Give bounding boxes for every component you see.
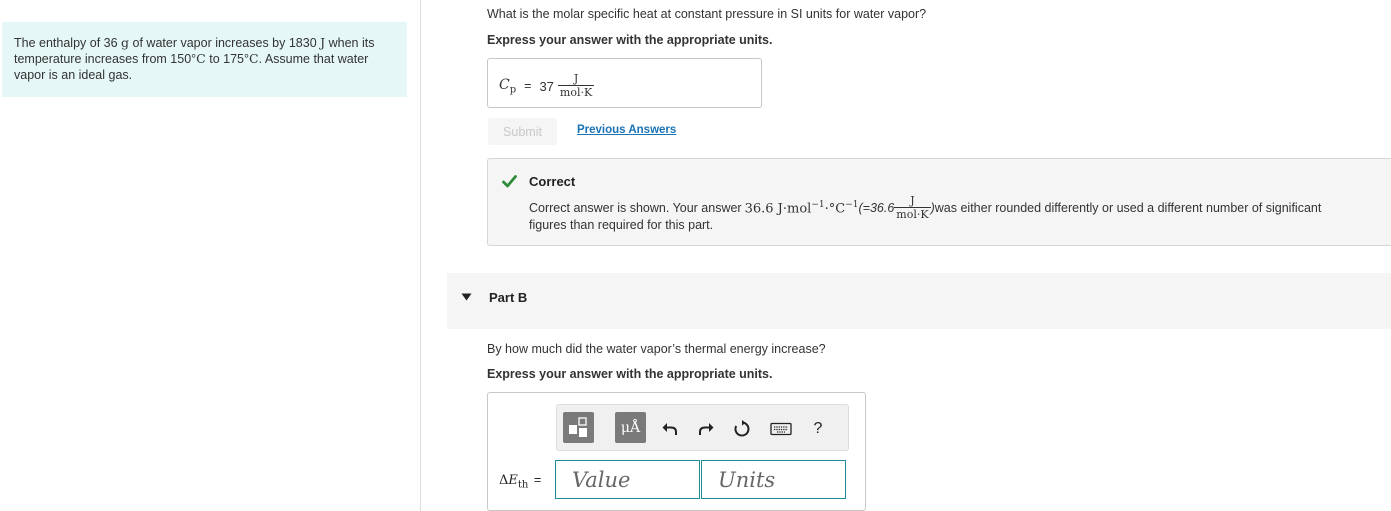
exponent: −1 [811,199,825,210]
part-b-title: Part B [489,290,528,305]
help-icon[interactable]: ? [813,420,823,437]
energy-subscript: th [517,479,529,491]
unit-denominator: mol·K [559,86,593,99]
energy-variable: E [508,473,518,488]
converted-answer-unit [894,195,930,221]
part-b-instruction: Express your answer with the appropriate units. [487,367,773,381]
redo-button[interactable] [695,418,717,440]
cp-subscript: p [509,84,517,96]
part-b-header[interactable] [447,273,1391,329]
cp-label [499,77,516,96]
unit-numerator: J [910,194,915,207]
templates-icon [568,417,590,439]
equals-sign: = [524,79,532,93]
feedback-text-line2: figures than required for this part. [529,218,714,232]
part-a-answer-value: 37 [539,78,554,94]
exponent: −1 [845,199,859,210]
converted-answer: (=36.6 [858,201,895,215]
part-a-answer-unit [558,73,594,99]
undo-button[interactable] [659,418,681,440]
unit-celsius: C [248,51,259,66]
reset-button[interactable] [731,418,753,440]
part-a-answer-box [487,58,762,108]
math-toolbar [556,404,849,451]
part-a-question: What is the molar specific heat at constant pressure in SI units for water vapor? [487,7,927,21]
feedback-box [487,158,1391,246]
degree-symbol: ° [243,52,249,66]
part-a-instruction: Express your answer with the appropriate units. [487,33,773,47]
value-input[interactable] [555,460,700,499]
part-b-answer-box [487,392,866,511]
converted-answer-close: ) [930,201,935,215]
problem-text: . Assume that water vapor is an ideal gas. [14,52,369,82]
caret-down-icon[interactable] [461,293,472,301]
check-icon [502,175,517,188]
equals-sign: = [533,473,542,487]
unit-denominator: mol·K [896,208,929,221]
degree-symbol: ° [191,52,197,66]
feedback-text-part: Correct answer is shown. Your answer [529,201,742,215]
part-b-question: By how much did the water vapor’s thermal energy increase? [487,342,826,356]
problem-text: to 175 [205,52,244,66]
units-input[interactable] [701,460,846,499]
problem-text: when its temperature increases from 150 [14,36,375,66]
submitted-answer [745,200,859,216]
feedback-text-part: was either rounded differently or used a different number of significant [934,201,1322,215]
submitted-answer-unit: ·°C [824,201,846,217]
unit-numerator: J [573,72,579,85]
submitted-answer-value: 36.6 J·mol [744,201,812,217]
reset-icon [733,420,751,438]
panel-divider [420,0,421,511]
previous-answers-link[interactable]: Previous Answers [577,124,677,136]
delta-eth-label [499,472,541,491]
keyboard-button[interactable] [768,418,794,440]
feedback-title: Correct [529,174,576,189]
keyboard-icon [770,422,792,436]
problem-statement [2,22,407,97]
problem-text: of water vapor increases by 1830 [129,36,321,50]
undo-icon [661,421,679,437]
submit-button[interactable]: Submit [488,118,557,145]
unit-joules: J [320,35,326,50]
templates-button[interactable] [563,412,594,443]
delta-symbol: Δ [499,473,509,488]
unit-grams: g [121,35,130,50]
redo-icon [697,421,715,437]
units-button[interactable]: μÅ [615,412,646,443]
cp-variable: C [499,76,510,93]
problem-text: The enthalpy of 36 [14,36,122,50]
unit-celsius: C [196,51,206,66]
